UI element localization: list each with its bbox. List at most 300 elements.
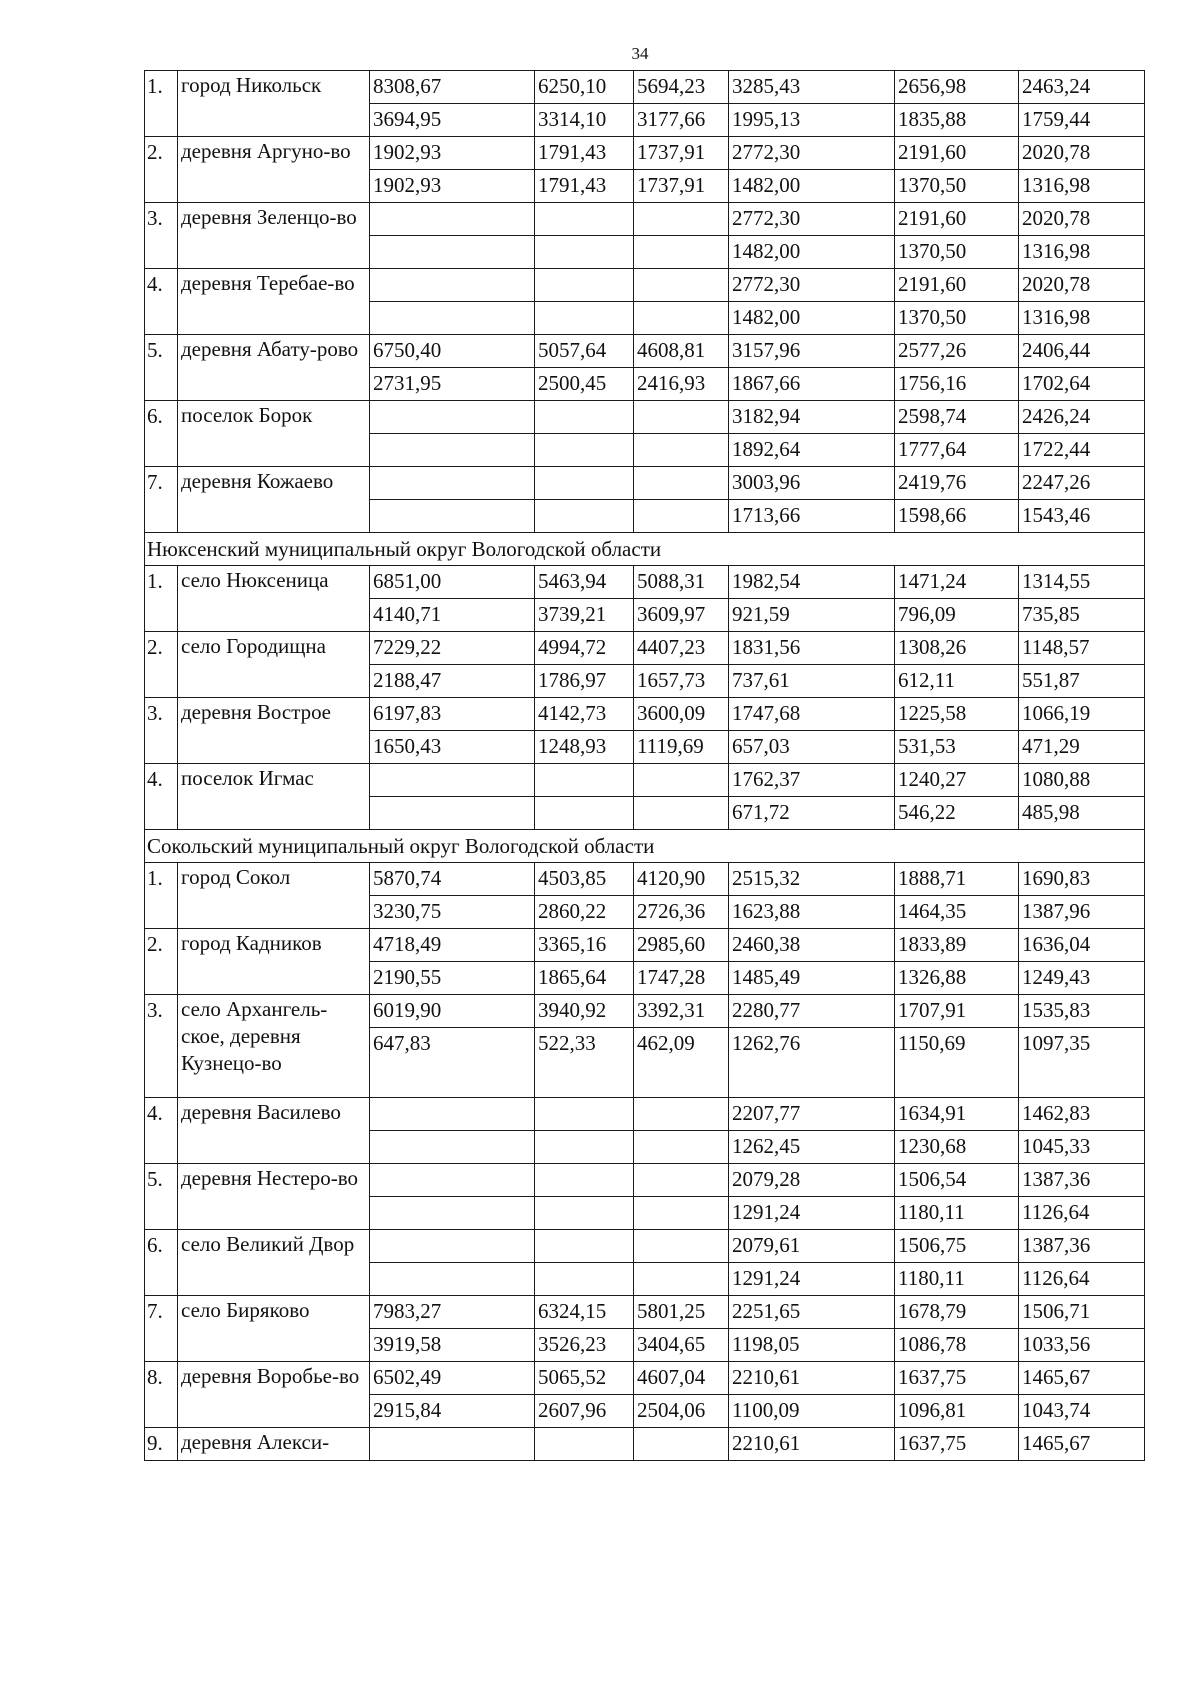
value-cell: 6250,10	[535, 71, 634, 104]
row-number: 1.	[145, 566, 178, 632]
value-cell: 1126,64	[1019, 1197, 1145, 1230]
value-cell	[370, 203, 535, 236]
value-cell: 1148,57	[1019, 632, 1145, 665]
value-cell: 671,72	[729, 797, 895, 830]
value-cell: 1370,50	[895, 170, 1019, 203]
settlement-name: город Никольск	[178, 71, 370, 137]
value-cell: 1786,97	[535, 665, 634, 698]
value-cell: 2460,38	[729, 929, 895, 962]
value-cell: 1623,88	[729, 896, 895, 929]
value-cell: 1230,68	[895, 1131, 1019, 1164]
value-cell	[634, 1428, 729, 1461]
value-cell	[535, 401, 634, 434]
value-cell: 546,22	[895, 797, 1019, 830]
value-cell: 5088,31	[634, 566, 729, 599]
value-cell: 1387,36	[1019, 1230, 1145, 1263]
value-cell	[634, 401, 729, 434]
value-cell: 3526,23	[535, 1329, 634, 1362]
value-cell	[535, 236, 634, 269]
value-cell: 1291,24	[729, 1197, 895, 1230]
tariff-table	[144, 70, 1145, 1461]
settlement-name: деревня Воробье-во	[178, 1362, 370, 1428]
value-cell: 8308,67	[370, 71, 535, 104]
value-cell	[370, 1197, 535, 1230]
settlement-name: поселок Игмас	[178, 764, 370, 830]
value-cell: 2772,30	[729, 137, 895, 170]
settlement-name: деревня Нестеро-во	[178, 1164, 370, 1230]
value-cell: 3157,96	[729, 335, 895, 368]
value-cell: 3182,94	[729, 401, 895, 434]
settlement-name: село Нюксеница	[178, 566, 370, 632]
value-cell: 1387,36	[1019, 1164, 1145, 1197]
value-cell: 1291,24	[729, 1263, 895, 1296]
value-cell: 5057,64	[535, 335, 634, 368]
value-cell: 2190,55	[370, 962, 535, 995]
settlement-name: деревня Востроe	[178, 698, 370, 764]
table-row	[145, 632, 1145, 665]
value-cell	[535, 1098, 634, 1131]
value-cell: 1370,50	[895, 302, 1019, 335]
value-cell: 1747,28	[634, 962, 729, 995]
value-cell	[634, 1230, 729, 1263]
value-cell: 657,03	[729, 731, 895, 764]
value-cell	[370, 1098, 535, 1131]
value-cell: 3365,16	[535, 929, 634, 962]
value-cell: 485,98	[1019, 797, 1145, 830]
value-cell: 2515,32	[729, 863, 895, 896]
value-cell	[634, 467, 729, 500]
row-number: 1.	[145, 71, 178, 137]
value-cell: 2772,30	[729, 203, 895, 236]
value-cell	[634, 434, 729, 467]
value-cell: 1387,96	[1019, 896, 1145, 929]
value-cell: 1150,69	[895, 1028, 1019, 1098]
value-cell: 1747,68	[729, 698, 895, 731]
table-row	[145, 269, 1145, 302]
settlement-name: город Сокол	[178, 863, 370, 929]
value-cell	[535, 1263, 634, 1296]
value-cell: 2598,74	[895, 401, 1019, 434]
settlement-name: село Биряково	[178, 1296, 370, 1362]
value-cell: 1465,67	[1019, 1362, 1145, 1395]
row-number: 7.	[145, 467, 178, 533]
value-cell	[535, 1230, 634, 1263]
table-row	[145, 1362, 1145, 1395]
value-cell: 1248,93	[535, 731, 634, 764]
value-cell: 1043,74	[1019, 1395, 1145, 1428]
value-cell: 2577,26	[895, 335, 1019, 368]
value-cell: 2915,84	[370, 1395, 535, 1428]
value-cell	[535, 797, 634, 830]
value-cell: 1119,69	[634, 731, 729, 764]
value-cell: 1657,73	[634, 665, 729, 698]
value-cell: 5870,74	[370, 863, 535, 896]
table-row	[145, 1428, 1145, 1461]
value-cell: 1180,11	[895, 1197, 1019, 1230]
row-number: 6.	[145, 1230, 178, 1296]
value-cell: 1506,54	[895, 1164, 1019, 1197]
value-cell: 1888,71	[895, 863, 1019, 896]
value-cell: 1637,75	[895, 1428, 1019, 1461]
value-cell: 4718,49	[370, 929, 535, 962]
value-cell: 1262,76	[729, 1028, 895, 1098]
value-cell: 1308,26	[895, 632, 1019, 665]
settlement-name: деревня Алекси-	[178, 1428, 370, 1461]
value-cell: 2210,61	[729, 1428, 895, 1461]
table-row	[145, 929, 1145, 962]
value-cell	[370, 401, 535, 434]
value-cell: 1690,83	[1019, 863, 1145, 896]
value-cell	[535, 1428, 634, 1461]
value-cell: 3404,65	[634, 1329, 729, 1362]
value-cell: 2247,26	[1019, 467, 1145, 500]
value-cell: 2772,30	[729, 269, 895, 302]
table-row	[145, 566, 1145, 599]
value-cell: 2426,24	[1019, 401, 1145, 434]
value-cell: 1033,56	[1019, 1329, 1145, 1362]
value-cell: 1080,88	[1019, 764, 1145, 797]
value-cell: 1464,35	[895, 896, 1019, 929]
value-cell: 2406,44	[1019, 335, 1145, 368]
value-cell	[370, 500, 535, 533]
page-number: 34	[631, 44, 649, 63]
value-cell	[535, 203, 634, 236]
value-cell	[634, 1197, 729, 1230]
value-cell: 3285,43	[729, 71, 895, 104]
value-cell: 1835,88	[895, 104, 1019, 137]
table-row	[145, 467, 1145, 500]
value-cell: 1543,46	[1019, 500, 1145, 533]
value-cell	[634, 1098, 729, 1131]
row-number: 5.	[145, 1164, 178, 1230]
value-cell: 3314,10	[535, 104, 634, 137]
row-number: 3.	[145, 995, 178, 1098]
value-cell: 1650,43	[370, 731, 535, 764]
value-cell: 3609,97	[634, 599, 729, 632]
row-number: 3.	[145, 698, 178, 764]
table-row	[145, 995, 1145, 1028]
value-cell: 4503,85	[535, 863, 634, 896]
value-cell: 2504,06	[634, 1395, 729, 1428]
value-cell	[535, 500, 634, 533]
value-cell: 1737,91	[634, 170, 729, 203]
value-cell: 1598,66	[895, 500, 1019, 533]
value-cell: 5694,23	[634, 71, 729, 104]
settlement-name: поселок Борок	[178, 401, 370, 467]
value-cell: 1485,49	[729, 962, 895, 995]
row-number: 8.	[145, 1362, 178, 1428]
settlement-name: деревня Зеленцо-во	[178, 203, 370, 269]
value-cell: 1262,45	[729, 1131, 895, 1164]
value-cell: 1634,91	[895, 1098, 1019, 1131]
value-cell	[634, 302, 729, 335]
value-cell: 3177,66	[634, 104, 729, 137]
value-cell	[634, 269, 729, 302]
table-row	[145, 764, 1145, 797]
value-cell	[634, 203, 729, 236]
value-cell	[370, 236, 535, 269]
value-cell: 1535,83	[1019, 995, 1145, 1028]
value-cell	[634, 797, 729, 830]
value-cell: 796,09	[895, 599, 1019, 632]
row-number: 4.	[145, 269, 178, 335]
value-cell: 4994,72	[535, 632, 634, 665]
value-cell: 1892,64	[729, 434, 895, 467]
value-cell: 4407,23	[634, 632, 729, 665]
value-cell	[535, 1131, 634, 1164]
row-number: 1.	[145, 863, 178, 929]
value-cell: 4140,71	[370, 599, 535, 632]
value-cell	[370, 797, 535, 830]
value-cell: 2416,93	[634, 368, 729, 401]
value-cell: 1370,50	[895, 236, 1019, 269]
value-cell: 2280,77	[729, 995, 895, 1028]
value-cell: 1636,04	[1019, 929, 1145, 962]
table-row	[145, 203, 1145, 236]
value-cell	[370, 434, 535, 467]
value-cell: 3940,92	[535, 995, 634, 1028]
value-cell: 1777,64	[895, 434, 1019, 467]
value-cell: 1225,58	[895, 698, 1019, 731]
table-row	[145, 1164, 1145, 1197]
row-number: 4.	[145, 1098, 178, 1164]
value-cell: 1833,89	[895, 929, 1019, 962]
value-cell: 6750,40	[370, 335, 535, 368]
value-cell: 551,87	[1019, 665, 1145, 698]
value-cell: 612,11	[895, 665, 1019, 698]
table-row	[145, 1098, 1145, 1131]
value-cell: 2251,65	[729, 1296, 895, 1329]
table-row	[145, 71, 1145, 104]
settlement-name: деревня Кожаево	[178, 467, 370, 533]
value-cell: 6197,83	[370, 698, 535, 731]
value-cell: 1867,66	[729, 368, 895, 401]
value-cell: 2020,78	[1019, 137, 1145, 170]
row-number: 4.	[145, 764, 178, 830]
value-cell: 737,61	[729, 665, 895, 698]
value-cell	[634, 764, 729, 797]
value-cell: 3600,09	[634, 698, 729, 731]
value-cell: 2191,60	[895, 137, 1019, 170]
table-row	[145, 863, 1145, 896]
value-cell: 522,33	[535, 1028, 634, 1098]
value-cell	[370, 269, 535, 302]
row-number: 5.	[145, 335, 178, 401]
value-cell: 2079,61	[729, 1230, 895, 1263]
value-cell: 1506,75	[895, 1230, 1019, 1263]
section-title: Сокольский муниципальный округ Вологодской области	[145, 830, 1145, 863]
value-cell: 1471,24	[895, 566, 1019, 599]
value-cell: 7983,27	[370, 1296, 535, 1329]
value-cell: 2207,77	[729, 1098, 895, 1131]
value-cell	[370, 1164, 535, 1197]
settlement-name: деревня Аргуно-во	[178, 137, 370, 203]
value-cell: 3230,75	[370, 896, 535, 929]
value-cell	[634, 1164, 729, 1197]
section-header-row	[145, 533, 1145, 566]
value-cell	[370, 1428, 535, 1461]
value-cell: 2210,61	[729, 1362, 895, 1395]
value-cell	[370, 302, 535, 335]
value-cell: 3739,21	[535, 599, 634, 632]
table-row	[145, 1296, 1145, 1329]
value-cell	[535, 764, 634, 797]
value-cell: 1240,27	[895, 764, 1019, 797]
value-cell: 1086,78	[895, 1329, 1019, 1362]
settlement-name: деревня Абату-рово	[178, 335, 370, 401]
value-cell: 1678,79	[895, 1296, 1019, 1329]
value-cell: 2020,78	[1019, 203, 1145, 236]
section-title: Нюксенский муниципальный округ Вологодской области	[145, 533, 1145, 566]
value-cell: 2419,76	[895, 467, 1019, 500]
value-cell: 2463,24	[1019, 71, 1145, 104]
value-cell: 2985,60	[634, 929, 729, 962]
value-cell: 6502,49	[370, 1362, 535, 1395]
value-cell: 1249,43	[1019, 962, 1145, 995]
value-cell: 1316,98	[1019, 236, 1145, 269]
value-cell: 1637,75	[895, 1362, 1019, 1395]
value-cell: 1045,33	[1019, 1131, 1145, 1164]
value-cell: 2079,28	[729, 1164, 895, 1197]
table-row	[145, 401, 1145, 434]
value-cell: 2191,60	[895, 203, 1019, 236]
row-number: 2.	[145, 929, 178, 995]
table-body	[145, 71, 1145, 1461]
value-cell: 2500,45	[535, 368, 634, 401]
value-cell: 1737,91	[634, 137, 729, 170]
value-cell: 531,53	[895, 731, 1019, 764]
value-cell: 6019,90	[370, 995, 535, 1028]
settlement-name: село Великий Двор	[178, 1230, 370, 1296]
value-cell: 1482,00	[729, 236, 895, 269]
value-cell: 2191,60	[895, 269, 1019, 302]
row-number: 9.	[145, 1428, 178, 1461]
value-cell: 6851,00	[370, 566, 535, 599]
value-cell: 1316,98	[1019, 302, 1145, 335]
value-cell: 1198,05	[729, 1329, 895, 1362]
value-cell: 1995,13	[729, 104, 895, 137]
section-header-row	[145, 830, 1145, 863]
table-row	[145, 335, 1145, 368]
value-cell: 1865,64	[535, 962, 634, 995]
value-cell: 7229,22	[370, 632, 535, 665]
value-cell: 2656,98	[895, 71, 1019, 104]
value-cell: 1314,55	[1019, 566, 1145, 599]
value-cell: 1180,11	[895, 1263, 1019, 1296]
row-number: 2.	[145, 137, 178, 203]
value-cell	[535, 302, 634, 335]
value-cell: 1713,66	[729, 500, 895, 533]
value-cell	[370, 467, 535, 500]
value-cell	[370, 1131, 535, 1164]
value-cell: 1506,71	[1019, 1296, 1145, 1329]
value-cell	[535, 1164, 634, 1197]
table-row	[145, 698, 1145, 731]
value-cell: 4120,90	[634, 863, 729, 896]
value-cell: 1759,44	[1019, 104, 1145, 137]
value-cell: 5463,94	[535, 566, 634, 599]
row-number: 7.	[145, 1296, 178, 1362]
table-row	[145, 137, 1145, 170]
value-cell: 921,59	[729, 599, 895, 632]
value-cell: 3694,95	[370, 104, 535, 137]
value-cell: 4607,04	[634, 1362, 729, 1395]
settlement-name: село Архангель-ское, деревня Кузнецо-во	[178, 995, 370, 1098]
value-cell: 2607,96	[535, 1395, 634, 1428]
value-cell: 1791,43	[535, 137, 634, 170]
value-cell: 5801,25	[634, 1296, 729, 1329]
value-cell	[370, 1263, 535, 1296]
value-cell: 3919,58	[370, 1329, 535, 1362]
value-cell: 462,09	[634, 1028, 729, 1098]
value-cell	[634, 1131, 729, 1164]
settlement-name: город Кадников	[178, 929, 370, 995]
value-cell: 2860,22	[535, 896, 634, 929]
value-cell: 1482,00	[729, 170, 895, 203]
settlement-name: деревня Василево	[178, 1098, 370, 1164]
value-cell: 1902,93	[370, 170, 535, 203]
value-cell: 1462,83	[1019, 1098, 1145, 1131]
value-cell: 4608,81	[634, 335, 729, 368]
value-cell: 5065,52	[535, 1362, 634, 1395]
value-cell: 1096,81	[895, 1395, 1019, 1428]
value-cell: 1126,64	[1019, 1263, 1145, 1296]
value-cell: 2020,78	[1019, 269, 1145, 302]
value-cell: 1982,54	[729, 566, 895, 599]
value-cell: 1482,00	[729, 302, 895, 335]
value-cell: 2726,36	[634, 896, 729, 929]
value-cell	[535, 467, 634, 500]
row-number: 2.	[145, 632, 178, 698]
value-cell	[634, 1263, 729, 1296]
value-cell: 2188,47	[370, 665, 535, 698]
value-cell	[535, 1197, 634, 1230]
value-cell: 1326,88	[895, 962, 1019, 995]
value-cell: 6324,15	[535, 1296, 634, 1329]
value-cell: 3003,96	[729, 467, 895, 500]
value-cell: 471,29	[1019, 731, 1145, 764]
value-cell: 1756,16	[895, 368, 1019, 401]
value-cell: 1097,35	[1019, 1028, 1145, 1098]
table-row	[145, 1230, 1145, 1263]
settlement-name: село Городищна	[178, 632, 370, 698]
value-cell: 1702,64	[1019, 368, 1145, 401]
value-cell: 1066,19	[1019, 698, 1145, 731]
value-cell: 3392,31	[634, 995, 729, 1028]
value-cell: 2731,95	[370, 368, 535, 401]
value-cell	[535, 434, 634, 467]
value-cell: 1722,44	[1019, 434, 1145, 467]
value-cell: 1762,37	[729, 764, 895, 797]
value-cell: 1316,98	[1019, 170, 1145, 203]
value-cell: 735,85	[1019, 599, 1145, 632]
value-cell: 647,83	[370, 1028, 535, 1098]
value-cell: 1831,56	[729, 632, 895, 665]
value-cell: 1707,91	[895, 995, 1019, 1028]
value-cell	[634, 236, 729, 269]
row-number: 3.	[145, 203, 178, 269]
value-cell	[370, 1230, 535, 1263]
value-cell: 4142,73	[535, 698, 634, 731]
value-cell: 1465,67	[1019, 1428, 1145, 1461]
settlement-name: деревня Теребае-во	[178, 269, 370, 335]
value-cell	[370, 764, 535, 797]
value-cell	[634, 500, 729, 533]
value-cell	[535, 269, 634, 302]
value-cell: 1100,09	[729, 1395, 895, 1428]
value-cell: 1902,93	[370, 137, 535, 170]
value-cell: 1791,43	[535, 170, 634, 203]
